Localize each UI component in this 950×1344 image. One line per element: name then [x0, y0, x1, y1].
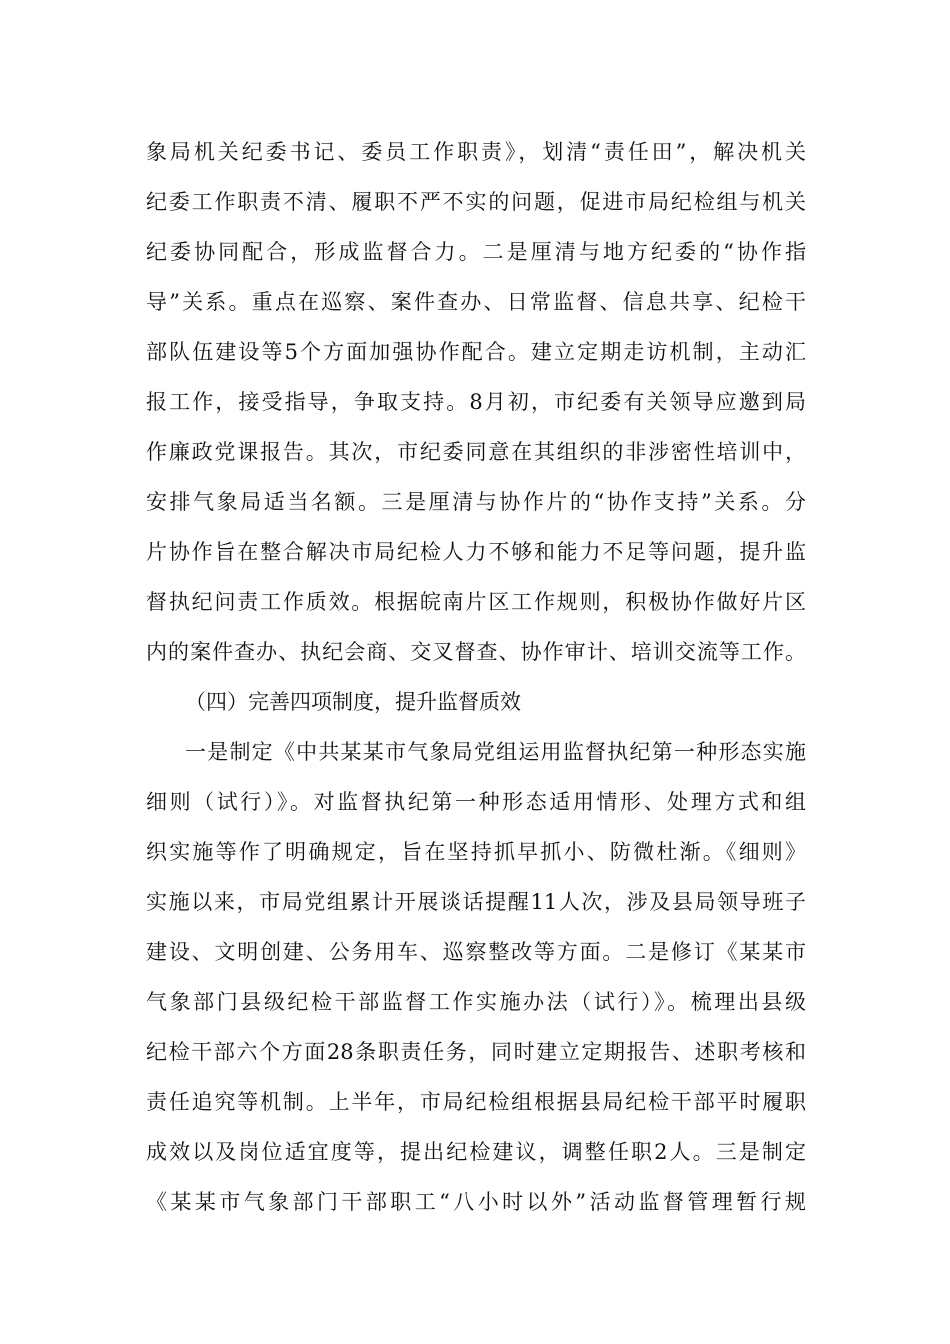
text-line: 安排气象局适当名额。三是厘清与协作片的“协作支持”关系。分 [146, 490, 806, 514]
text-line: 督执纪问责工作质效。根据皖南片区工作规则，积极协作做好片区 [146, 590, 806, 614]
text-line: 实施以来，市局党组累计开展谈话提醒11人次，涉及县局领导班子 [146, 890, 806, 914]
section-heading: （四）完善四项制度，提升监督质效 [185, 690, 521, 714]
text-line: 细则（试行）》。对监督执纪第一种形态适用情形、处理方式和组 [146, 790, 806, 814]
text-line: 纪检干部六个方面28条职责任务，同时建立定期报告、述职考核和 [146, 1040, 806, 1064]
text-line: 作廉政党课报告。其次，市纪委同意在其组织的非涉密性培训中， [146, 440, 806, 464]
text-line: 纪委协同配合，形成监督合力。二是厘清与地方纪委的“协作指 [146, 240, 806, 264]
text-line: 《某某市气象部门干部职工“八小时以外”活动监督管理暂行规 [146, 1190, 806, 1214]
text-line: 报工作，接受指导，争取支持。8月初，市纪委有关领导应邀到局 [146, 390, 806, 414]
text-line: 责任追究等机制。上半年，市局纪检组根据县局纪检干部平时履职 [146, 1090, 806, 1114]
text-line: 织实施等作了明确规定，旨在坚持抓早抓小、防微杜渐。《细则》 [146, 840, 806, 864]
text-line: 片协作旨在整合解决市局纪检人力不够和能力不足等问题，提升监 [146, 540, 806, 564]
text-line: 纪委工作职责不清、履职不严不实的问题，促进市局纪检组与机关 [146, 190, 806, 214]
text-line: 导”关系。重点在巡察、案件查办、日常监督、信息共享、纪检干 [146, 290, 806, 314]
text-line: 部队伍建设等5个方面加强协作配合。建立定期走访机制，主动汇 [146, 340, 806, 364]
text-line: 一是制定《中共某某市气象局党组运用监督执纪第一种形态实施 [185, 740, 806, 764]
text-line: 象局机关纪委书记、委员工作职责》，划清“责任田”，解决机关 [146, 140, 806, 164]
text-line: 建设、文明创建、公务用车、巡察整改等方面。二是修订《某某市 [146, 940, 806, 964]
text-line: 内的案件查办、执纪会商、交叉督查、协作审计、培训交流等工作。 [146, 640, 806, 664]
text-line: 成效以及岗位适宜度等，提出纪检建议，调整任职2人。三是制定 [146, 1140, 806, 1164]
text-line: 气象部门县级纪检干部监督工作实施办法（试行）》。梳理出县级 [146, 990, 806, 1014]
